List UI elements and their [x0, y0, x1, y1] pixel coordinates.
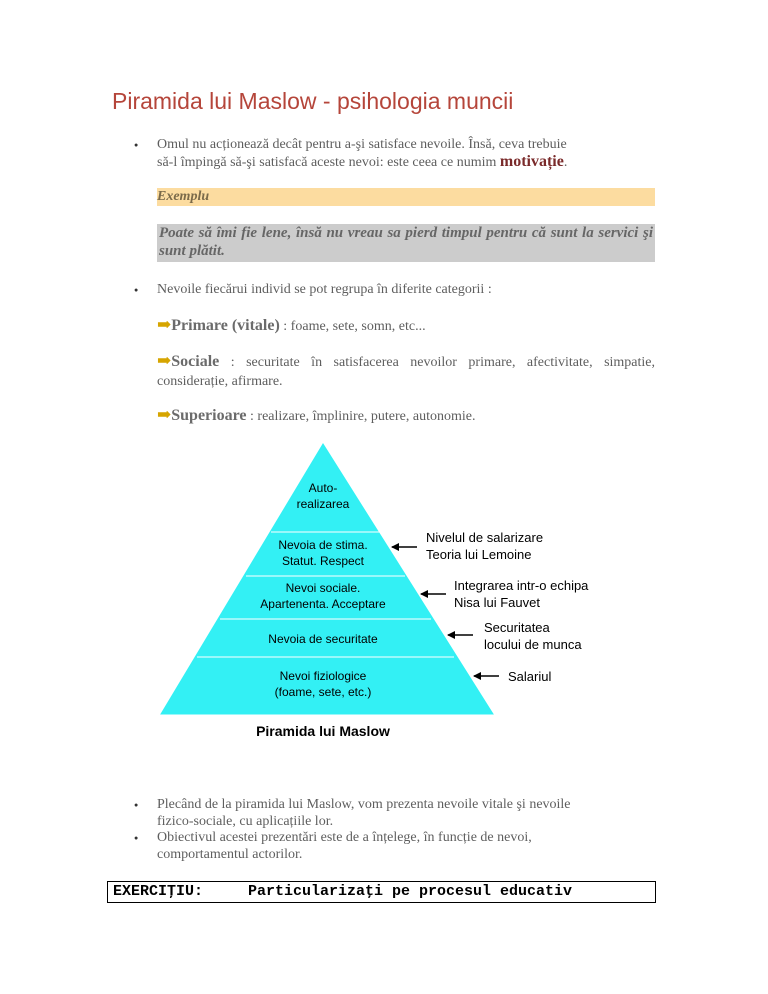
intro-line-1: Omul nu acționează decât pentru a-şi satisface nevoile. Însă, ceva trebuie — [157, 137, 567, 152]
motivation-keyword: motivație — [499, 153, 564, 170]
bottom-bullet-1-line-1: Plecând de la piramida lui Maslow, vom prezenta nevoile vitale şi nevoile — [157, 797, 571, 812]
level-3-line-2: Apartenenta. Acceptare — [260, 597, 386, 611]
exercise-text: Particularizaţi pe procesul educativ — [248, 883, 573, 900]
exercise-label: EXERCIŢIU: — [113, 883, 204, 900]
arrow-right-icon: ➡ — [157, 351, 172, 370]
exercise-box — [107, 881, 656, 903]
level-1-line-2: realizarea — [296, 497, 350, 511]
bullet-icon: ● — [134, 141, 139, 149]
category-social — [157, 351, 655, 391]
annotation-3-line-2: locului de munca — [484, 637, 582, 652]
annotation-4-line-1: Salariul — [508, 669, 552, 684]
level-5-line-2: (foame, sete, etc.) — [274, 685, 372, 699]
arrow-right-icon: ➡ — [157, 315, 172, 334]
bottom-bullet-1 — [157, 796, 657, 830]
intro-line-2-text: să-l împingă să-şi satisfacă aceste nevoi: este ceea ce numim — [157, 155, 500, 170]
bottom-bullet-1-line-2: fizico-sociale, cu aplicațiile lor. — [157, 814, 334, 829]
arrow-left-icon — [447, 631, 455, 639]
category-name: Primare (vitale) — [171, 317, 280, 334]
level-2-line-1: Nevoia de stima. — [278, 538, 368, 552]
intro-line-2 — [157, 153, 657, 171]
category-name: Superioare — [171, 407, 247, 424]
arrow-left-icon — [473, 672, 481, 680]
annotation-2-line-2: Nisa lui Fauvet — [454, 595, 540, 610]
intro-paragraph — [157, 136, 657, 171]
intro-line-2-end: . — [563, 155, 568, 170]
level-2-line-2: Statut. Respect — [281, 554, 365, 568]
level-3-line-1: Nevoi sociale. — [285, 581, 361, 595]
arrow-left-icon — [420, 590, 428, 598]
bullet-icon: ● — [134, 286, 139, 294]
category-primary — [157, 315, 655, 337]
category-superior — [157, 405, 655, 427]
category-desc: : realizare, împlinire, putere, autonomie. — [246, 409, 476, 424]
bullet-icon: ● — [134, 834, 139, 842]
bullet-icon: ● — [134, 801, 139, 809]
bottom-bullet-2-line-2: comportamentul actorilor. — [157, 847, 303, 862]
annotation-1-line-1: Nivelul de salarizare — [426, 530, 544, 545]
arrow-left-icon — [391, 543, 399, 551]
arrow-right-icon: ➡ — [157, 405, 172, 424]
category-desc: : foame, sete, somn, etc... — [279, 319, 426, 334]
bottom-bullet-2 — [157, 829, 657, 863]
pyramid-caption: Piramida lui Maslow — [256, 723, 390, 739]
level-1-line-1: Auto- — [308, 481, 338, 495]
category-desc: : securitate în satisfacerea nevoilor primare, afectivitate, simpatie, considerație, afirmare. — [157, 355, 655, 389]
annotation-2-line-1: Integrarea intr-o echipa — [454, 578, 589, 593]
level-5-line-1: Nevoi fiziologice — [279, 669, 367, 683]
level-4-line-1: Nevoia de securitate — [268, 632, 378, 646]
bottom-bullet-2-line-1: Obiectivul acestei prezentări este de a înțelege, în funcție de nevoi, — [157, 830, 532, 845]
annotation-3-line-1: Securitatea — [484, 620, 550, 635]
maslow-pyramid-diagram — [155, 440, 635, 750]
categories-intro: Nevoile fiecărui individ se pot regrupa în diferite categorii : — [157, 282, 492, 297]
example-label: Exemplu — [157, 188, 655, 206]
page-title: Piramida lui Maslow - psihologia muncii — [112, 88, 514, 114]
category-name: Sociale — [171, 353, 220, 370]
example-quote: Poate să îmi fie lene, însă nu vreau sa pierd timpul pentru că sunt la servici şi sunt plătit. — [157, 224, 655, 262]
annotation-1-line-2: Teoria lui Lemoine — [426, 547, 532, 562]
